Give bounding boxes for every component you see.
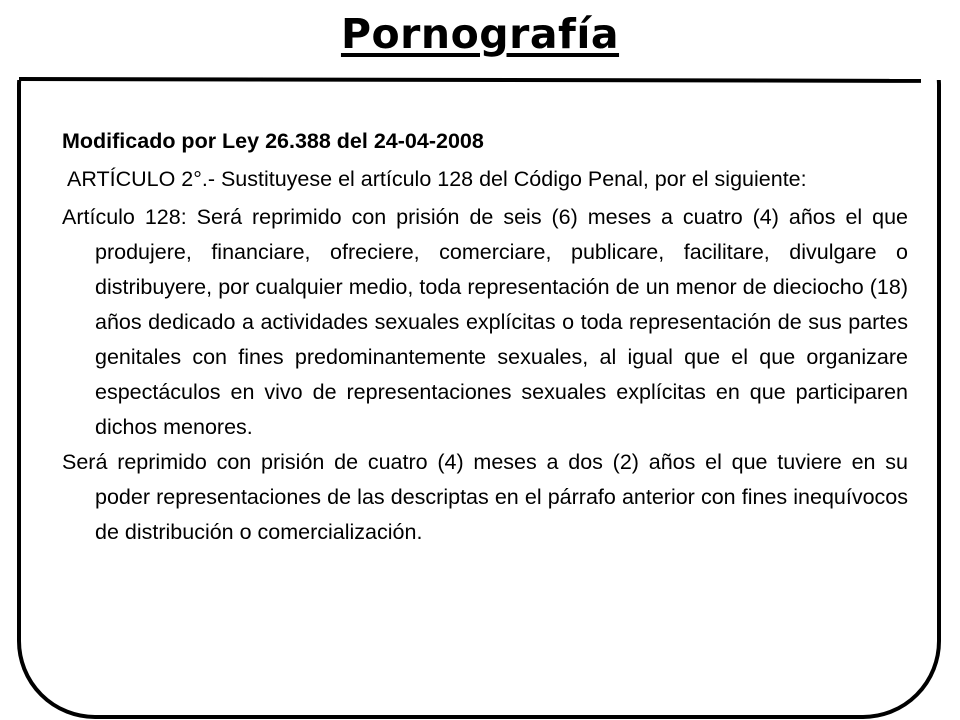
article-2-paragraph: ARTÍCULO 2°.- Sustituyese el artículo 128 del Código Penal, por el siguiente:: [67, 167, 807, 191]
slide-title: Pornografía: [340, 10, 620, 58]
slide-body: [62, 124, 908, 550]
article-128-paragraph: Artículo 128: Será reprimido con prisión de seis (6) meses a cuatro (4) años el que produjere, financiare, ofreciere, comerciare, publicare, facilitare, divulgare o distribuyere, por cualquier medio, toda representación de un menor de dieciocho (18) años dedicado a actividades sexuales explícitas o toda representación de sus partes genitales con fines predominantemente sexuales, al igual que el que organizare espectáculos en vivo de representaciones sexuales explícitas en que participaren dichos menores.: [62, 205, 908, 439]
modified-by-law-line: Modificado por Ley 26.388 del 24-04-2008: [62, 129, 484, 153]
possession-paragraph: Será reprimido con prisión de cuatro (4) meses a dos (2) años el que tuviere en su poder representaciones de las descriptas en el párrafo anterior con fines inequívocos de distribución o comercialización.: [62, 450, 908, 544]
